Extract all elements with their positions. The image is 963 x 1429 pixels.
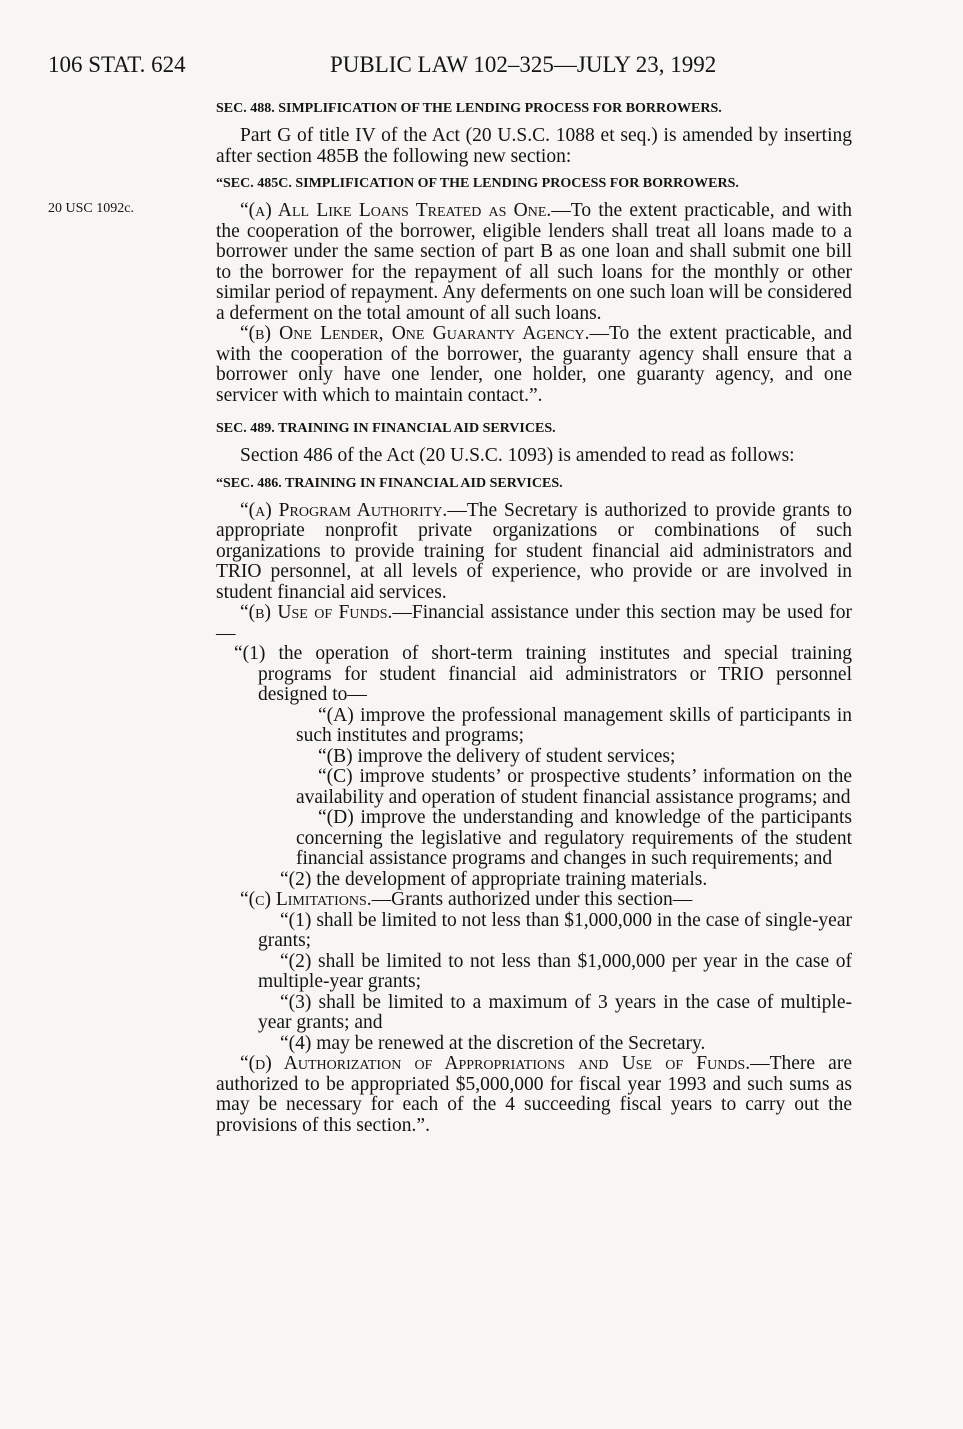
paragraph-c-2: “(2) shall be limited to not less than $1,000,000 per year in the case of multiple-year grants; [258, 950, 852, 992]
subsection-a-label: “(a) All Like Loans Treated as One. [240, 200, 552, 221]
subsection-b-text: —Financial assistance under this section may be used for— [216, 602, 852, 644]
sec-485c-heading: “SEC. 485C. SIMPLIFICATION OF THE LENDING PROCESS FOR BORROWERS. [216, 176, 739, 191]
sec-486-subsection-d [216, 1054, 852, 1136]
sec-485c-subsection-a [216, 201, 852, 324]
sec-489-intro: Section 486 of the Act (20 U.S.C. 1093) is amended to read as follows: [240, 445, 795, 466]
sec-486-subsection-c [216, 890, 852, 911]
stat-page-number: 106 STAT. 624 [48, 52, 186, 77]
sec-486-heading: “SEC. 486. TRAINING IN FINANCIAL AID SERVICES. [216, 475, 563, 491]
subsection-b-label: “(b) One Lender, One Guaranty Agency. [240, 323, 590, 344]
document-body [216, 100, 852, 1136]
paragraph-b-2: “(2) the development of appropriate training materials. [280, 868, 708, 890]
subparagraph-b-B: “(B) improve the delivery of student services; [318, 745, 676, 767]
sec-489-heading: SEC. 489. TRAINING IN FINANCIAL AID SERVICES. [216, 421, 556, 436]
sec-488-heading: SEC. 488. SIMPLIFICATION OF THE LENDING PROCESS FOR BORROWERS. [216, 101, 722, 116]
subsection-c-label: “(c) Limitations. [240, 889, 372, 910]
subsection-a-text: —The Secretary is authorized to provide grants to appropriate nonprofit private organizations or combinations of such organizations to provide training for student financial aid administrators and TRIO personnel, at all levels of experience, who provide or are involved in student financial aid services. [216, 499, 852, 603]
subsection-d-label: “(d) Authorization of Appropriations and Use of Funds. [240, 1053, 751, 1074]
margin-citation: 20 USC 1092c. [48, 201, 134, 216]
subsection-a-text: —To the extent practicable, and with the cooperation of the borrower, eligible lenders shall treat all loans made to a borrower under the same section of part B as one loan and shall submit one bill to the borrower for the repayment of all such loans for the monthly or other similar period of repayment. Any deferments on one such loan will be considered a deferment on the total amount of all such loans. [216, 200, 852, 324]
subsection-c-text: —Grants authorized under this section— [371, 889, 693, 910]
subsection-d-text: —There are authorized to be appropriated $5,000,000 for fiscal year 1993 and such sums as may be necessary for each of the 4 succeeding fiscal years to carry out the provisions of this section.”. [216, 1053, 852, 1136]
subsection-a-label: “(a) Program Authority. [240, 499, 448, 521]
sec-488-intro: Part G of title IV of the Act (20 U.S.C. 1088 et seq.) is amended by inserting after section 485B the following new section: [216, 125, 852, 167]
paragraph-b-1: “(1) the operation of short-term training institutes and special training programs for student financial aid administrators or TRIO personnel designed to— [234, 643, 852, 705]
sec-485c-subsection-b [216, 324, 852, 406]
subsection-b-text: —To the extent practicable, and with the cooperation of the borrower, the guaranty agency shall ensure that a borrower only have one lender, one holder, one guaranty agency, and one servicer with which to maintain contact.”. [216, 323, 852, 406]
subsection-b-label: “(b) Use of Funds. [240, 602, 393, 623]
sec-486-subsection-a [216, 501, 852, 604]
running-title: PUBLIC LAW 102–325—JULY 23, 1992 [330, 52, 717, 77]
paragraph-c-4: “(4) may be renewed at the discretion of the Secretary. [280, 1032, 706, 1054]
subparagraph-b-A: “(A) improve the professional management skills of participants in such institutes and programs; [296, 704, 852, 746]
subparagraph-b-D: “(D) improve the understanding and knowledge of the participants concerning the legislative and regulatory requirements of the student financial assistance programs and changes in such requirements; and [296, 807, 852, 869]
paragraph-c-1: “(1) shall be limited to not less than $1,000,000 in the case of single-year grants; [258, 909, 852, 951]
sec-486-subsection-b [216, 603, 852, 644]
paragraph-c-3: “(3) shall be limited to a maximum of 3 years in the case of multiple-year grants; and [258, 991, 852, 1033]
subparagraph-b-C: “(C) improve students’ or prospective students’ information on the availability and operation of student financial assistance programs; and [296, 766, 852, 808]
